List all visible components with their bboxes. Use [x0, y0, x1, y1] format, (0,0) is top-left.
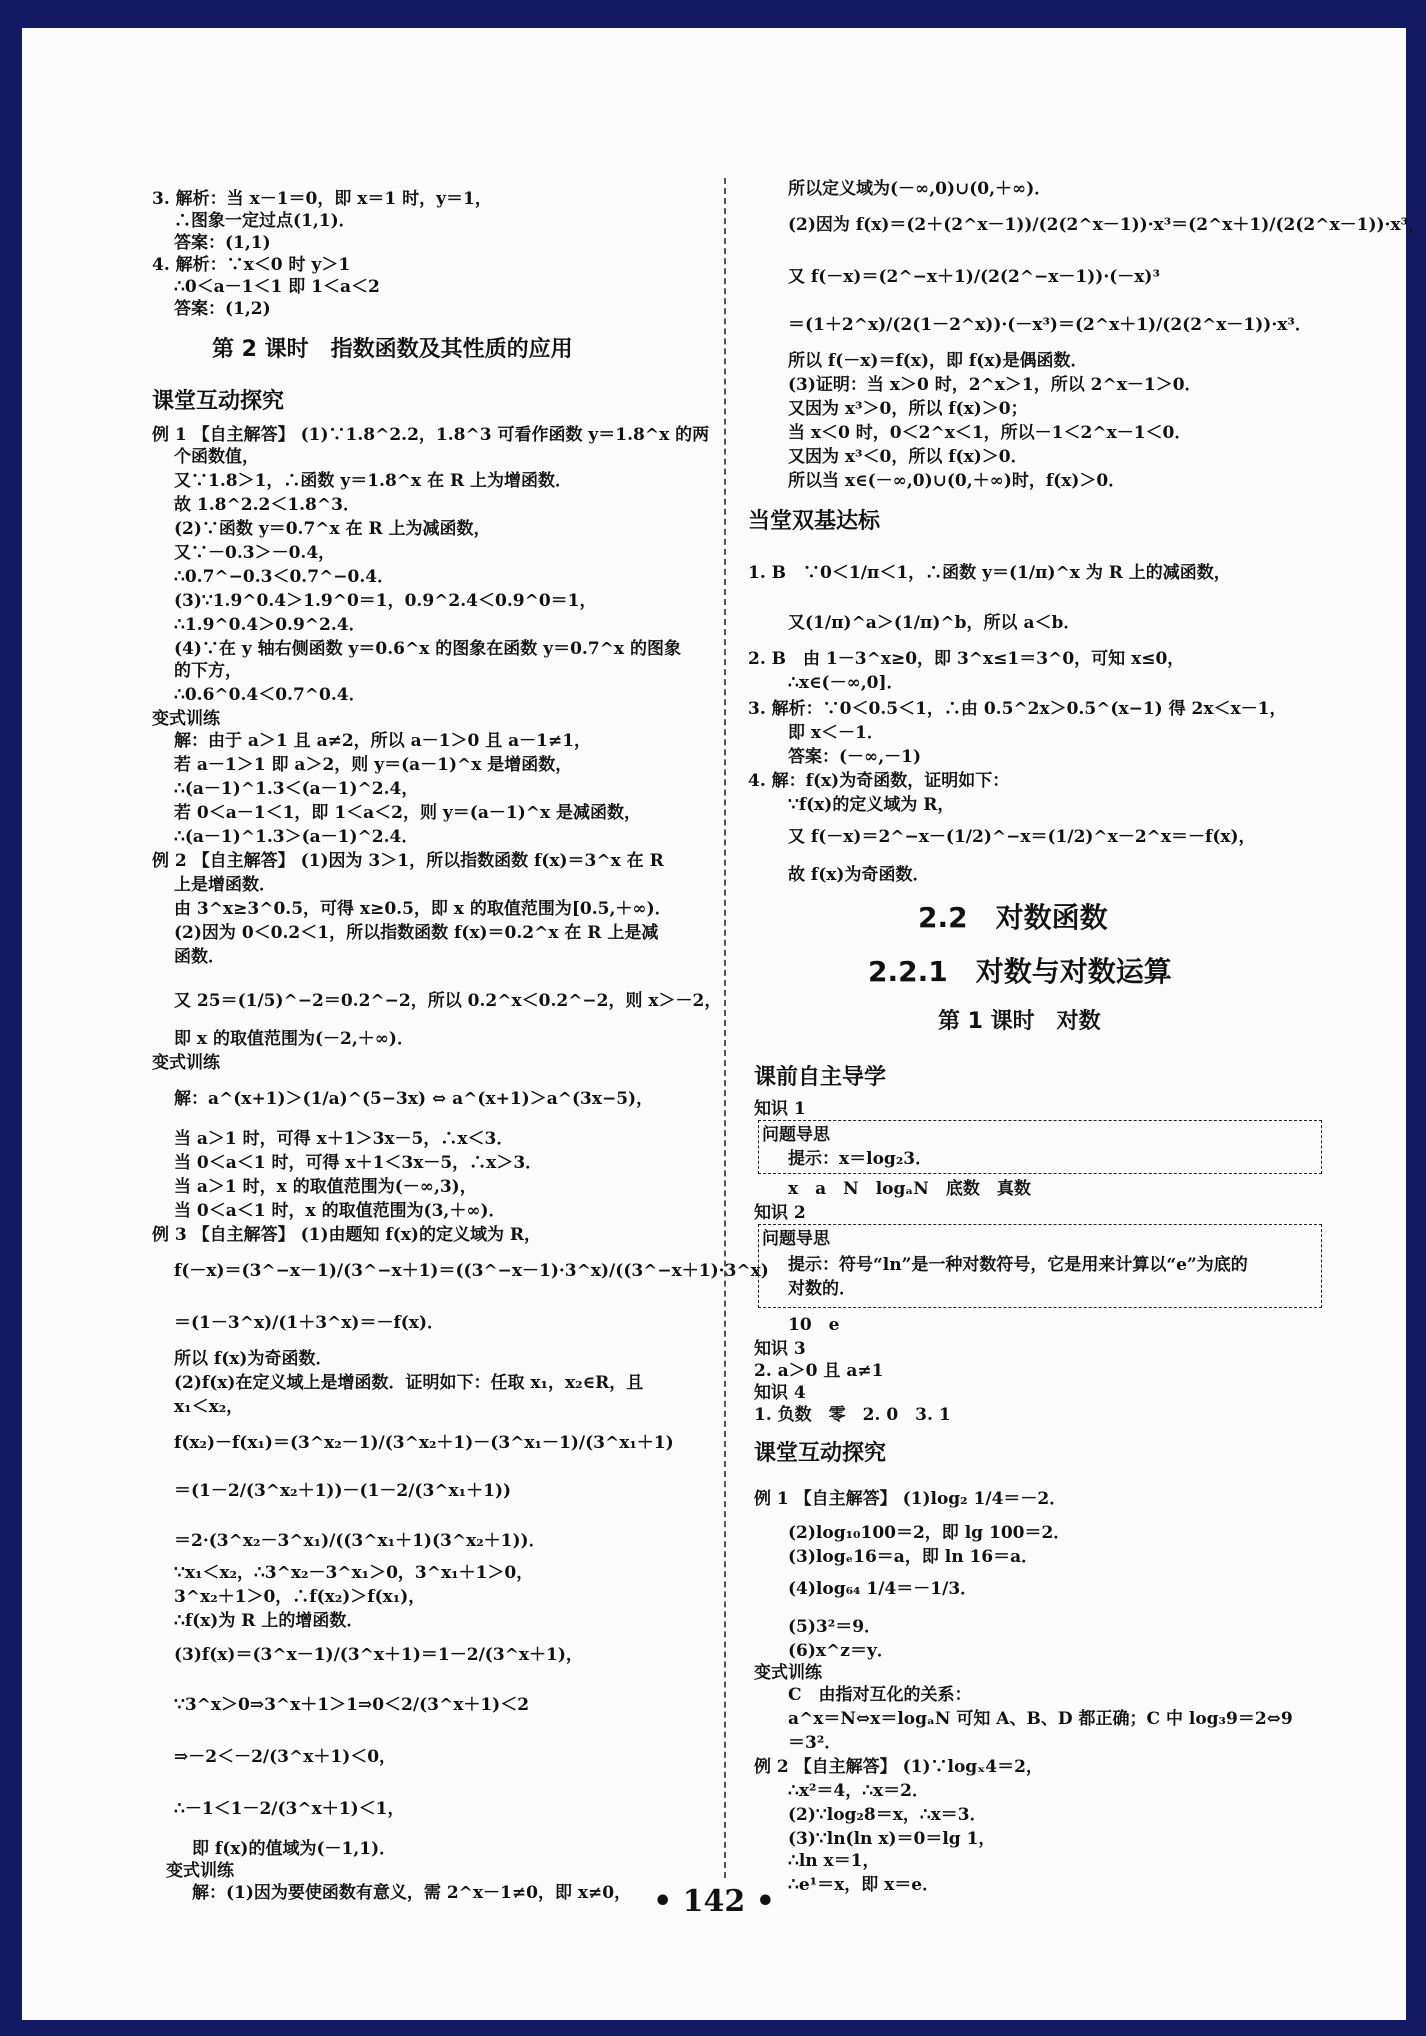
equation-line: (2)因为 f(x)＝(2＋(2^x－1))/(2(2^x－1))·x³＝(2^x＋1)/(2(2^x－1))·x³，	[788, 215, 1426, 235]
text-line: 例 3 【自主解答】 (1)由题知 f(x)的定义域为 R，	[152, 1225, 541, 1245]
equation-line: ＝2·(3^x₂－3^x₁)/((3^x₁＋1)(3^x₂＋1))．	[174, 1531, 546, 1551]
box-title: 问题导思	[762, 1125, 830, 1145]
text-line: 又∵－0.3＞－0.4，	[174, 543, 336, 563]
page-number: • 142 •	[653, 1884, 775, 1919]
column-divider	[724, 178, 726, 1878]
text-line: ∵f(x)的定义域为 R，	[788, 795, 955, 815]
equation-line: ∵3^x＞0⇒3^x＋1＞1⇒0＜2/(3^x＋1)＜2	[174, 1695, 530, 1715]
text-line: 提示：符号“ln”是一种对数符号，它是用来计算以“e”为底的	[788, 1255, 1248, 1275]
text-line: 函数．	[174, 947, 225, 967]
text-line: (6)x^z＝y．	[788, 1641, 894, 1661]
text-line: 4. 解析：∵x＜0 时 y＞1	[152, 255, 351, 275]
text-line: 所以定义域为(－∞,0)∪(0,＋∞)．	[788, 179, 1052, 199]
text-line: ∴e¹＝x，即 x＝e．	[788, 1875, 940, 1895]
text-line: 解：(1)因为要使函数有意义，需 2^x－1≠0，即 x≠0，	[192, 1883, 632, 1903]
text-line: 答案：(1,1)	[174, 233, 271, 253]
text-line: ∴ln x＝1，	[788, 1851, 880, 1871]
text-line: 所以 f(－x)＝f(x)，即 f(x)是偶函数．	[788, 351, 1088, 371]
text-line: (5)3²＝9．	[788, 1617, 882, 1637]
equation-line: 又 25＝(1/5)^−2＝0.2^−2，所以 0.2^x＜0.2^−2，则 x＞－2，	[174, 991, 722, 1011]
text-line: 提示：x＝log₂3．	[788, 1149, 933, 1169]
page	[22, 28, 1426, 2020]
equation-line: ＝(1＋2^x)/(2(1－2^x))·(－x³)＝(2^x＋1)/(2(2^x－1))·x³．	[788, 315, 1312, 335]
section-heading: 课前自主导学	[754, 1065, 887, 1090]
text-line: 3. 解析：当 x－1＝0，即 x＝1 时，y＝1，	[152, 189, 492, 209]
text-line: (4)∵在 y 轴右侧函数 y＝0.6^x 的图象在函数 y＝0.7^x 的图象	[174, 639, 681, 659]
text-line: a^x＝N⇔x＝logₐN 可知 A、B、D 都正确；C 中 log₃9＝2⇔9	[788, 1709, 1293, 1729]
text-line: 又因为 x³＜0，所以 f(x)＞0．	[788, 447, 1028, 467]
text-line: x a N logₐN 底数 真数	[788, 1179, 1031, 1199]
subsection-label: 变式训练	[152, 709, 220, 729]
text-line: 由 3^x≥3^0.5，可得 x≥0.5，即 x 的取值范围为[0.5,＋∞)．	[174, 899, 672, 919]
text-line: 即 f(x)的值域为(－1,1)．	[192, 1839, 397, 1859]
equation-line: 1. B ∵0＜1/π＜1，∴函数 y＝(1/π)^x 为 R 上的减函数，	[748, 563, 1231, 583]
text-line: C 由指对互化的关系：	[788, 1685, 972, 1705]
text-line: x₁＜x₂，	[174, 1397, 244, 1417]
text-line: 即 x＜－1．	[788, 723, 884, 743]
text-line: 即 x 的取值范围为(－2,＋∞)．	[174, 1029, 414, 1049]
text-line: 3^x₂＋1＞0，∴f(x₂)＞f(x₁)，	[174, 1587, 426, 1607]
lesson-heading: 第 1 课时 对数	[938, 1009, 1101, 1034]
text-line: 3. 解析：∵0＜0.5＜1，∴由 0.5^2x＞0.5^(x−1) 得 2x＜x－1，	[748, 699, 1287, 719]
subsection-label: 知识 4	[754, 1383, 806, 1403]
equation-line: f(－x)＝(3^−x－1)/(3^−x＋1)＝((3^−x－1)·3^x)/((3^−x＋1)·3^x)	[174, 1261, 769, 1281]
text-line: 当 x＜0 时，0＜2^x＜1，所以－1＜2^x－1＜0．	[788, 423, 1192, 443]
text-line: 所以 f(x)为奇函数．	[174, 1349, 333, 1369]
equation-line: ＝(1－2/(3^x₂＋1))－(1－2/(3^x₁＋1))	[174, 1481, 512, 1501]
text-line: 10 e	[788, 1315, 840, 1335]
text-line: ∴0＜a－1＜1 即 1＜a＜2	[174, 277, 380, 297]
text-line: 所以当 x∈(－∞,0)∪(0,＋∞)时，f(x)＞0．	[788, 471, 1126, 491]
text-line: (2)f(x)在定义域上是增函数．证明如下：任取 x₁，x₂∈R，且	[174, 1373, 644, 1393]
section-heading: 课堂互动探究	[152, 389, 285, 414]
text-line: 2. B 由 1－3^x≥0，即 3^x≤1＝3^0，可知 x≤0，	[748, 649, 1185, 669]
text-line: 例 1 【自主解答】 (1)∵1.8^2.2，1.8^3 可看作函数 y＝1.8^x 的两	[152, 425, 710, 445]
equation-line: ∴－1＜1－2/(3^x＋1)＜1，	[174, 1799, 405, 1819]
text-line: (3)证明：当 x＞0 时，2^x＞1，所以 2^x－1＞0．	[788, 375, 1202, 395]
text-line: (2)因为 0＜0.2＜1，所以指数函数 f(x)＝0.2^x 在 R 上是减	[174, 923, 659, 943]
text-line: (3)∵1.9^0.4＞1.9^0＝1，0.9^2.4＜0.9^0＝1，	[174, 591, 597, 611]
text-line: 的下方，	[174, 661, 242, 681]
equation-line: ＝(1－3^x)/(1＋3^x)＝－f(x)．	[174, 1313, 444, 1333]
section-heading: 课堂互动探究	[754, 1441, 887, 1466]
equation-line: 解：a^(x+1)＞(1/a)^(5−3x) ⇔ a^(x+1)＞a^(3x−5)，	[174, 1089, 654, 1109]
text-line: ∴f(x)为 R 上的增函数．	[174, 1611, 364, 1631]
equation-line: 例 1 【自主解答】 (1)log₂ 1/4＝－2．	[754, 1489, 1067, 1509]
equation-line: 又 f(－x)＝(2^−x＋1)/(2(2^−x－1))·(－x)³	[788, 267, 1160, 287]
text-line: ＝3²．	[788, 1733, 842, 1753]
equation-line: ⇒－2＜－2/(3^x＋1)＜0，	[174, 1747, 397, 1767]
text-line: 当 a＞1 时，可得 x＋1＞3x－5，∴x＜3．	[174, 1129, 514, 1149]
text-line: ∵x₁＜x₂，∴3^x₂－3^x₁＞0，3^x₁＋1＞0，	[174, 1563, 534, 1583]
text-line: 当 a＞1 时，x 的取值范围为(－∞,3)，	[174, 1177, 477, 1197]
text-line: 答案：(－∞,－1)	[788, 747, 921, 767]
text-line: 故 f(x)为奇函数．	[788, 865, 930, 885]
text-line: ∴0.6^0.4＜0.7^0.4．	[174, 685, 366, 705]
text-line: ∴x²＝4，∴x＝2．	[788, 1781, 930, 1801]
lesson-heading: 第 2 课时 指数函数及其性质的应用	[212, 337, 573, 362]
text-line: 上是增函数．	[174, 875, 276, 895]
text-line: ∴图象一定过点(1,1)．	[174, 211, 356, 231]
text-line: (2)log₁₀100＝2，即 lg 100＝2．	[788, 1523, 1071, 1543]
subsection-label: 知识 1	[754, 1099, 806, 1119]
text-line: 若 0＜a－1＜1，即 1＜a＜2，则 y＝(a－1)^x 是减函数，	[174, 803, 642, 823]
text-line: (2)∵函数 y＝0.7^x 在 R 上为减函数，	[174, 519, 491, 539]
text-line: 答案：(1,2)	[174, 299, 271, 319]
text-line: 当 0＜a＜1 时，可得 x＋1＜3x－5，∴x＞3．	[174, 1153, 543, 1173]
text-line: 当 0＜a＜1 时，x 的取值范围为(3,＋∞)．	[174, 1201, 506, 1221]
text-line: 个函数值，	[174, 447, 259, 467]
text-line: 2. a＞0 且 a≠1	[754, 1361, 884, 1381]
subsection-label: 变式训练	[152, 1053, 220, 1073]
text-line: 例 2 【自主解答】 (1)∵logₓ4＝2，	[754, 1757, 1043, 1777]
chapter-heading: 2.2 对数函数	[918, 901, 1108, 934]
text-line: 解：由于 a＞1 且 a≠2，所以 a－1＞0 且 a－1≠1，	[174, 731, 592, 751]
section-heading: 当堂双基达标	[748, 509, 881, 534]
text-line: (3)logₑ16＝a，即 ln 16＝a．	[788, 1547, 1039, 1567]
text-line: (3)∵ln(ln x)＝0＝lg 1，	[788, 1829, 996, 1849]
text-line: 1. 负数 零 2. 0 3. 1	[754, 1405, 951, 1425]
text-line: 对数的．	[788, 1279, 856, 1299]
subsection-label: 变式训练	[754, 1663, 822, 1683]
equation-line: f(x₂)－f(x₁)＝(3^x₂－1)/(3^x₂＋1)－(3^x₁－1)/(3^x₁＋1)	[174, 1433, 674, 1453]
subsection-label: 知识 2	[754, 1203, 806, 1223]
subsection-label: 变式训练	[166, 1861, 234, 1881]
text-line: ∴x∈(－∞,0]．	[788, 673, 904, 693]
text-line: ∴0.7^−0.3＜0.7^−0.4．	[174, 567, 395, 587]
subsection-label: 知识 3	[754, 1339, 806, 1359]
text-line: 若 a－1＞1 即 a＞2，则 y＝(a－1)^x 是增函数，	[174, 755, 573, 775]
text-line: 又因为 x³＞0，所以 f(x)＞0；	[788, 399, 1028, 419]
text-line: ∴(a－1)^1.3＜(a－1)^2.4，	[174, 779, 419, 799]
text-line: 例 2 【自主解答】 (1)因为 3＞1，所以指数函数 f(x)＝3^x 在 R	[152, 851, 664, 871]
text-line: ∴1.9^0.4＞0.9^2.4．	[174, 615, 366, 635]
equation-line: (3)f(x)＝(3^x－1)/(3^x＋1)＝1－2/(3^x＋1)，	[174, 1645, 583, 1665]
text-line: 4. 解：f(x)为奇函数，证明如下：	[748, 771, 1010, 791]
text-line: 又∵1.8＞1，∴函数 y＝1.8^x 在 R 上为增函数．	[174, 471, 573, 491]
chapter-subheading: 2.2.1 对数与对数运算	[868, 955, 1172, 988]
box-title: 问题导思	[762, 1229, 830, 1249]
equation-line: (4)log₆₄ 1/4＝－1/3．	[788, 1579, 978, 1599]
equation-line: 又 f(－x)＝2^−x－(1/2)^−x＝(1/2)^x－2^x＝－f(x)，	[788, 827, 1256, 847]
text-line: 故 1.8^2.2＜1.8^3．	[174, 495, 360, 515]
text-line: ∴(a－1)^1.3＞(a－1)^2.4．	[174, 827, 419, 847]
text-line: (2)∵log₂8＝x，∴x＝3．	[788, 1805, 987, 1825]
equation-line: 又(1/π)^a＞(1/π)^b，所以 a＜b．	[788, 613, 1081, 633]
